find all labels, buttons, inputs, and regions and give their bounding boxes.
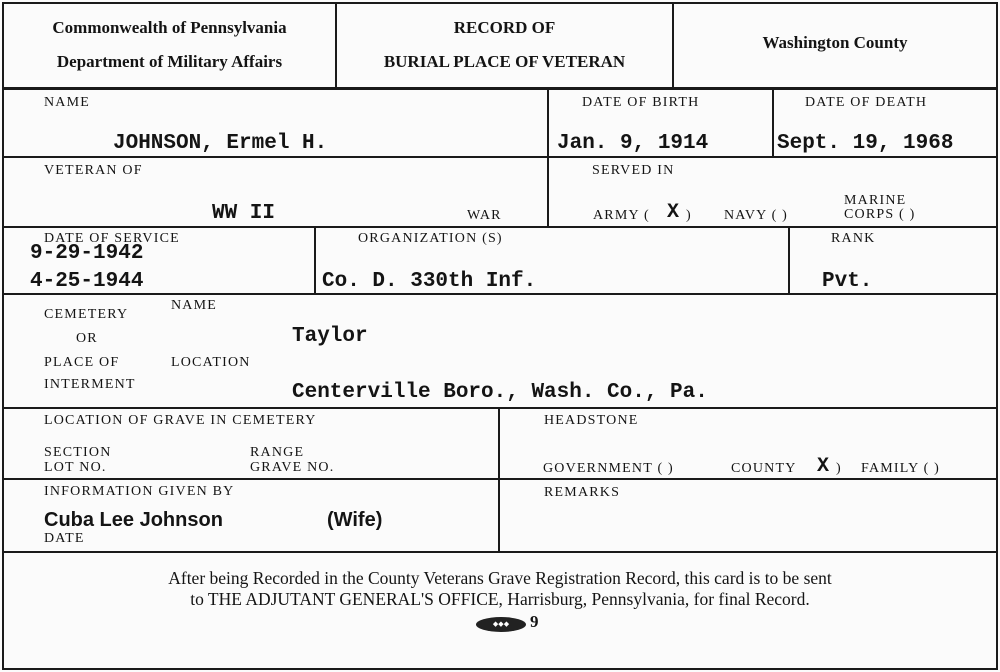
cemetery-label: CEMETERY	[44, 307, 129, 322]
served-in-label: SERVED IN	[592, 163, 675, 178]
army-label: ARMY (	[593, 208, 650, 223]
agency-name-line1: Commonwealth of Pennsylvania	[52, 18, 287, 37]
location-label: LOCATION	[171, 355, 251, 370]
divider-grave-headstone	[498, 408, 500, 552]
army-check-mark: X	[667, 201, 680, 224]
interment-label: INTERMENT	[44, 377, 136, 392]
veteran-of-label: VETERAN OF	[44, 163, 143, 178]
family-label: FAMILY ( )	[861, 461, 941, 476]
rule-row1-bottom	[2, 156, 998, 158]
county-name: Washington County	[762, 33, 908, 52]
veteran-name: JOHNSON, Ermel H.	[113, 132, 328, 155]
county-check-mark: X	[817, 455, 830, 478]
union-label-icon: ◆◆◆	[476, 617, 526, 632]
border-top	[2, 2, 998, 4]
county-close-paren: )	[836, 461, 842, 476]
county-headstone-label: COUNTY	[731, 461, 797, 476]
grave-no-label: GRAVE NO.	[250, 460, 335, 475]
government-label: GOVERNMENT ( )	[543, 461, 674, 476]
instructions-line2: to THE ADJUTANT GENERAL'S OFFICE, Harrisburg, Pennsylvania, for final Record.	[190, 589, 810, 609]
date-label: DATE	[44, 531, 85, 546]
corps-label: CORPS ( )	[844, 207, 916, 222]
war-label: WAR	[467, 208, 502, 223]
organization-value: Co. D. 330th Inf.	[322, 270, 537, 293]
date-of-birth-label: DATE OF BIRTH	[582, 95, 700, 110]
divider-dob-dod	[772, 89, 774, 157]
navy-label: NAVY ( )	[724, 208, 789, 223]
lot-no-label: LOT NO.	[44, 460, 107, 475]
instructions-line1: After being Recorded in the County Veterans Grave Registration Record, this card is to be sent	[168, 568, 832, 588]
place-of-label: PLACE OF	[44, 355, 120, 370]
rule-row6-bottom	[2, 551, 998, 553]
informant-relation: (Wife)	[327, 509, 383, 531]
rule-row2-bottom	[2, 226, 998, 228]
informant-name: Cuba Lee Johnson	[44, 509, 223, 531]
border-bottom	[2, 668, 998, 670]
grave-location-label: LOCATION OF GRAVE IN CEMETERY	[44, 413, 317, 428]
name-label: NAME	[44, 95, 91, 110]
remarks-label: REMARKS	[544, 485, 621, 500]
service-start-date: 9-29-1942	[30, 242, 144, 265]
form-number: 9	[530, 612, 539, 631]
rule-header-bottom	[2, 87, 998, 90]
rank-value: Pvt.	[822, 270, 873, 293]
information-given-by-label: INFORMATION GIVEN BY	[44, 484, 235, 499]
range-label: RANGE	[250, 445, 305, 460]
form-title-line1: RECORD OF	[453, 18, 556, 37]
rule-row4-bottom	[2, 407, 998, 409]
rank-label: RANK	[831, 231, 876, 246]
date-of-death-value: Sept. 19, 1968	[777, 132, 954, 155]
section-label: SECTION	[44, 445, 112, 460]
date-of-service-label: DATE OF SERVICE	[44, 231, 180, 246]
marine-label: MARINE	[844, 193, 907, 208]
divider-veteran-served	[547, 157, 549, 227]
rule-row5-bottom	[2, 478, 998, 480]
veteran-of-value: WW II	[212, 202, 276, 225]
army-close-paren: )	[686, 208, 692, 223]
date-of-death-label: DATE OF DEATH	[805, 95, 928, 110]
service-end-date: 4-25-1944	[30, 270, 144, 293]
divider-name-dob	[547, 89, 549, 157]
agency-name-line2: Department of Military Affairs	[56, 52, 283, 71]
organization-label: ORGANIZATION (S)	[358, 231, 503, 246]
cemetery-name-label: NAME	[171, 298, 218, 313]
divider-org-rank	[788, 227, 790, 294]
divider-service-org	[314, 227, 316, 294]
cemetery-name-value: Taylor	[292, 325, 368, 348]
location-value: Centerville Boro., Wash. Co., Pa.	[292, 381, 708, 404]
or-label: OR	[76, 331, 98, 346]
headstone-label: HEADSTONE	[544, 413, 639, 428]
date-of-birth-value: Jan. 9, 1914	[557, 132, 709, 155]
form-title-line2: BURIAL PLACE OF VETERAN	[383, 52, 626, 71]
